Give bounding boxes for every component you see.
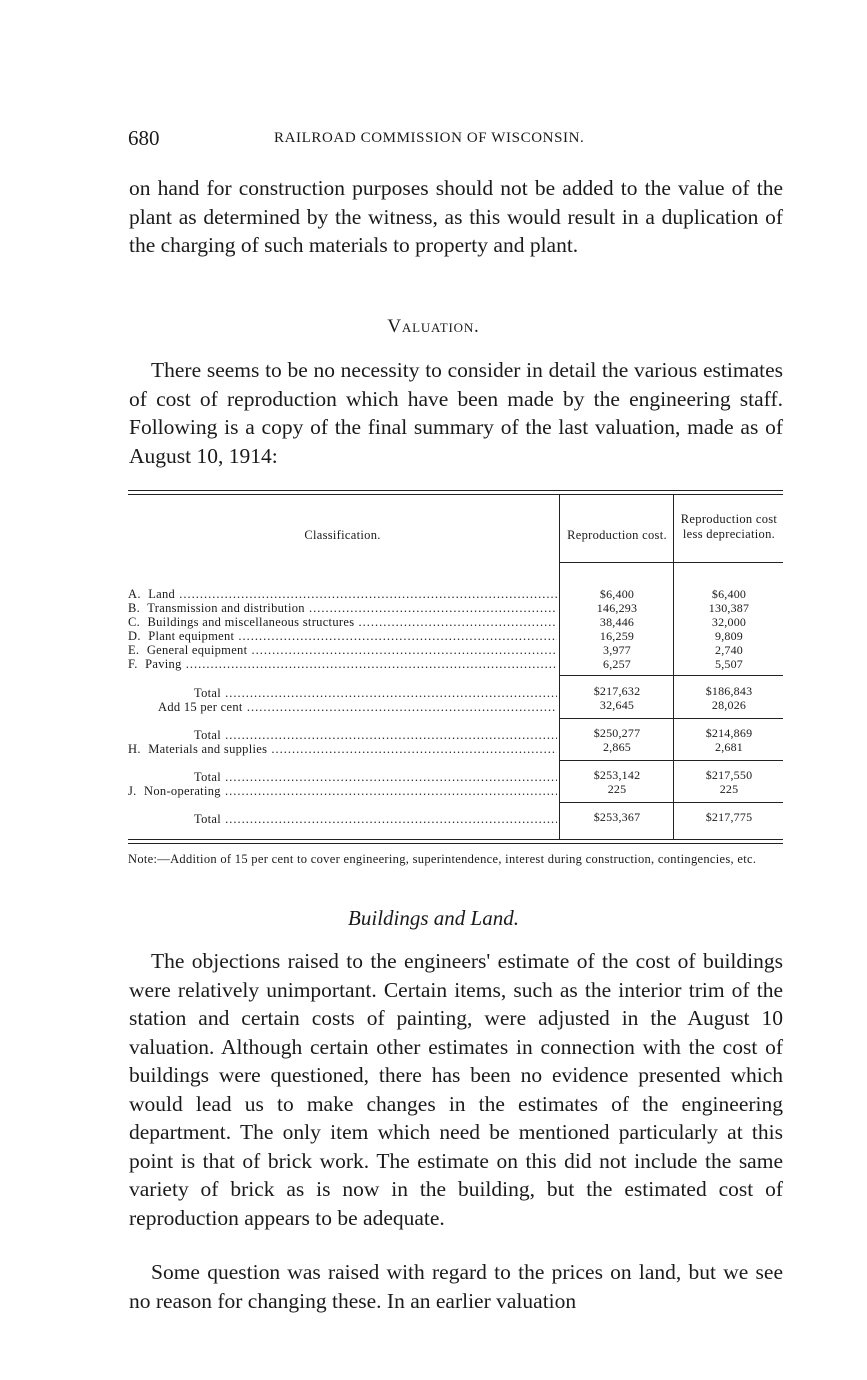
row-label: Add 15 per cent ..... [158, 700, 557, 714]
reproduction-less-depreciation-value: 2,681 [715, 740, 743, 754]
reproduction-cost-value: 225 [607, 782, 627, 796]
table-bottom-rule [128, 839, 783, 840]
reproduction-cost-value: 2,865 [603, 740, 631, 754]
reproduction-cost-value: 32,645 [599, 698, 635, 712]
row-letter: B. [128, 601, 141, 615]
subtotal-rule [559, 760, 783, 761]
reproduction-less-depreciation-value: 2,740 [715, 643, 743, 657]
row-letter: H. [128, 742, 141, 756]
reproduction-less-depreciation-value: $217,775 [705, 810, 753, 824]
running-head: RAILROAD COMMISSION OF WISCONSIN. [274, 130, 585, 146]
table-row-label [128, 770, 557, 784]
reproduction-cost-value: 16,259 [599, 629, 635, 643]
row-label: General equipment ..... [147, 643, 557, 657]
row-letter: J. [128, 784, 137, 798]
row-label: Buildings and miscellaneous structures ..... [148, 615, 558, 629]
row-label: Plant equipment ..... [148, 629, 557, 643]
subtotal-rule [559, 675, 783, 676]
row-letter: F. [128, 657, 138, 671]
table-top-rule-2 [128, 494, 783, 495]
table-note: Note:—Addition of 15 per cent to cover engineering, superintendence, interest during construction, contingencies, etc. [128, 852, 757, 866]
row-label: Land ..... [148, 587, 557, 601]
row-letter: A. [128, 587, 141, 601]
reproduction-cost-value: 6,257 [603, 657, 631, 671]
reproduction-cost-value: 146,293 [596, 601, 638, 615]
reproduction-cost-value: $250,277 [593, 726, 641, 740]
reproduction-cost-value: 3,977 [603, 643, 631, 657]
header-underline [559, 562, 783, 563]
reproduction-less-depreciation-value: 32,000 [711, 615, 747, 629]
reproduction-less-depreciation-value: $186,843 [705, 684, 753, 698]
header-reproduction-less-depreciation: Reproduction cost less depreciation. [680, 512, 778, 541]
row-letter: C. [128, 615, 141, 629]
paragraph-2: There seems to be no necessity to consider in detail the various estimates of cost of reproduction which have been made by the engineering staff. Following is a copy of the final summary of the last valuation, made as of August 10, 1914: [129, 358, 783, 468]
reproduction-less-depreciation-value: $217,550 [705, 768, 753, 782]
table-bottom-rule-2 [128, 843, 783, 844]
table-row-label [128, 587, 557, 601]
page-number: 680 [128, 126, 160, 150]
table-row-label [128, 643, 557, 657]
header-classification: Classification. [304, 528, 381, 542]
paragraph-3: The objections raised to the engineers' estimate of the cost of buildings were relatively unimportant. Certain items, such as the interior trim of the station and certain costs of painting, were adjusted in the August 10 valuation. Although certain other estimates in connection with the cost of buildings were questioned, there has been no evidence presented which would lead us to make changes in the estimates of the engineering department. The only item which need be mentioned particularly at this point is that of brick work. The estimate on this did not include the same variety of brick as is now in the building, but the estimated cost of reproduction appears to be adequate. [129, 949, 783, 1230]
row-label: Transmission and distribution ..... [147, 601, 557, 615]
table-row-label [128, 784, 557, 798]
table-row-label [128, 742, 557, 756]
reproduction-less-depreciation-value: 225 [719, 782, 739, 796]
reproduction-less-depreciation-value: 130,387 [708, 601, 750, 615]
reproduction-less-depreciation-value: $6,400 [711, 587, 747, 601]
table-row-label [128, 615, 557, 629]
reproduction-less-depreciation-value: 28,026 [711, 698, 747, 712]
reproduction-cost-value: 38,446 [599, 615, 635, 629]
subtotal-rule [559, 718, 783, 719]
row-label: Total ..... [194, 770, 557, 784]
row-label: Paving ..... [145, 657, 557, 671]
reproduction-less-depreciation-value: 9,809 [715, 629, 743, 643]
table-row-label [128, 601, 557, 615]
reproduction-less-depreciation-value: $214,869 [705, 726, 753, 740]
paragraph-4: Some question was raised with regard to the prices on land, but we see no reason for changing these. In an earlier valuation [129, 1260, 783, 1313]
table-row-label [128, 728, 557, 742]
header-reproduction-cost: Reproduction cost. [567, 528, 667, 542]
column-divider-2 [673, 494, 674, 839]
valuation-table [128, 490, 783, 866]
subtotal-rule [559, 802, 783, 803]
table-row-label [128, 700, 557, 714]
column-divider-1 [559, 494, 560, 839]
reproduction-cost-value: $253,367 [593, 810, 641, 824]
row-label: Non-operating ..... [144, 784, 557, 798]
row-label: Total ..... [194, 686, 557, 700]
table-row-label [128, 686, 557, 700]
page-header [128, 126, 788, 156]
row-label: Materials and supplies ..... [148, 742, 557, 756]
reproduction-cost-value: $253,142 [593, 768, 641, 782]
table-row-label [128, 812, 557, 826]
row-label: Total ..... [194, 812, 557, 826]
reproduction-less-depreciation-value: 5,507 [715, 657, 743, 671]
section-title-buildings-and-land: Buildings and Land. [348, 906, 519, 930]
row-letter: E. [128, 643, 140, 657]
table-row-label [128, 629, 557, 643]
row-letter: D. [128, 629, 141, 643]
reproduction-cost-value: $217,632 [593, 684, 641, 698]
paragraph-1: on hand for construction purposes should not be added to the value of the plant as determined by the witness, as this would result in a duplication of the charging of such materials to property and plant. [129, 176, 783, 257]
row-label: Total ..... [194, 728, 557, 742]
section-title-valuation: Valuation. [387, 316, 480, 337]
table-top-rule [128, 490, 783, 491]
reproduction-cost-value: $6,400 [599, 587, 635, 601]
table-row-label [128, 657, 557, 671]
